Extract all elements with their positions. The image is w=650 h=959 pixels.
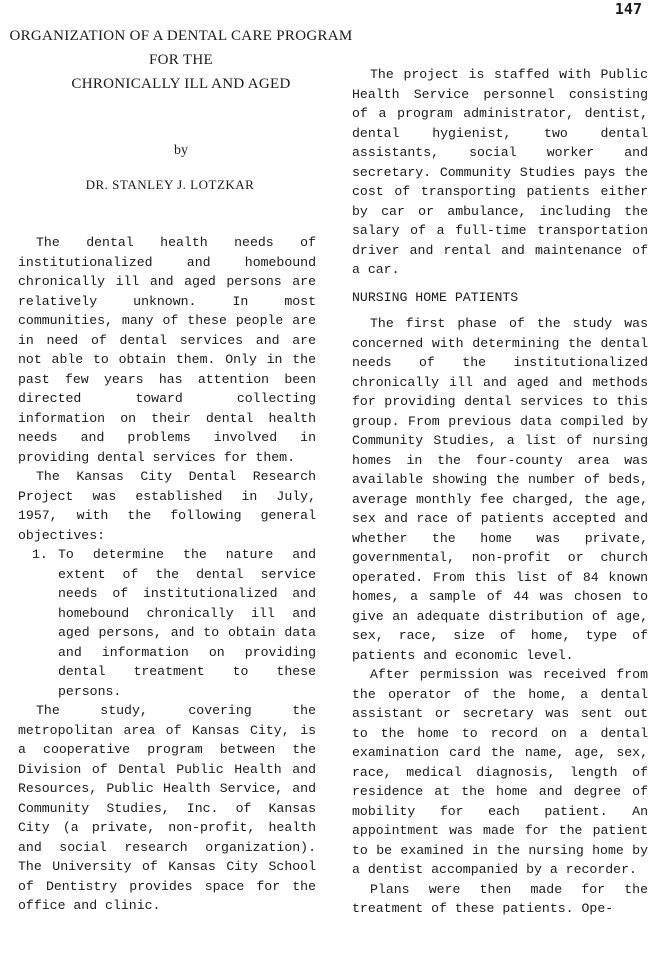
left-column	[18, 233, 316, 916]
objective-number: 1.	[32, 547, 48, 562]
objective-item-1	[32, 545, 316, 701]
right-paragraph-4: Plans were then made for the treatment of these patients. Ope-	[352, 881, 648, 916]
byline: by	[174, 143, 188, 158]
left-paragraph-1: The dental health needs of institutionalized and homebound chronically ill and aged persons are relatively unknown. In most communities, many of these people are in need of dental services and are not able to obtain them. Only in the past few years has attention been directed toward collecting information on their dental health needs and problems involved in providing dental services for them.	[18, 235, 316, 465]
objective-text: To determine the nature and extent of the dental service needs of institutionalized and homebound chronically ill and aged persons, and to obtain data and information on providing dental treatment to these persons.	[58, 547, 316, 699]
title-line-3: CHRONICALLY ILL AND AGED	[71, 76, 291, 92]
left-paragraph-3: The study, covering the metropolitan area of Kansas City, is a cooperative program between the Division of Dental Public Health and Resources, Public Health Service, and Community Studies, Inc. of Kansas City (a private, non-profit, health and social research organization). The University of Kansas City School of Dentistry provides space for the office and clinic.	[18, 703, 316, 913]
left-paragraph-2: The Kansas City Dental Research Project was established in July, 1957, with the following general objectives:	[18, 469, 316, 543]
title-line-1: ORGANIZATION OF A DENTAL CARE PROGRAM	[9, 28, 353, 44]
right-paragraph-2: The first phase of the study was concerned with determining the dental needs of the institutionalized chronically ill and aged and methods for providing dental services to this group. From previous data compiled by Community Studies, a list of nursing homes in the four-county area was available showing the number of beds, average monthly fee charged, the age, sex and race of patients accepted and whether the home was private, governmental, non-profit or church operated. From this list of 84 known homes, a sample of 44 was chosen to give an adequate distribution of age, sex, race, size of home, type of patients and economic level.	[352, 316, 648, 663]
page-number: 147	[614, 0, 642, 18]
article-title	[0, 24, 362, 96]
author-name: DR. STANLEY J. LOTZKAR	[85, 177, 255, 192]
section-heading: NURSING HOME PATIENTS	[352, 289, 519, 305]
title-line-2: FOR THE	[149, 52, 213, 68]
right-column	[352, 65, 648, 919]
right-paragraph-1: The project is staffed with Public Health Service personnel consisting of a program administrator, dentist, dental hygienist, two dental assistants, social worker and secretary. Community Studies pays the cost of transporting patients either by car or ambulance, including the salary of a full-time transportation driver and rental and maintenance of a car.	[352, 67, 648, 277]
right-paragraph-3: After permission was received from the operator of the home, a dental assistant or secretary was sent out to the home to record on a dental examination card the name, age, sex, race, medical diagnosis, length of residence at the home and degree of mobility for each patient. An appointment was made for the patient to be examined in the nursing home by a dentist accompanied by a recorder.	[352, 667, 648, 877]
